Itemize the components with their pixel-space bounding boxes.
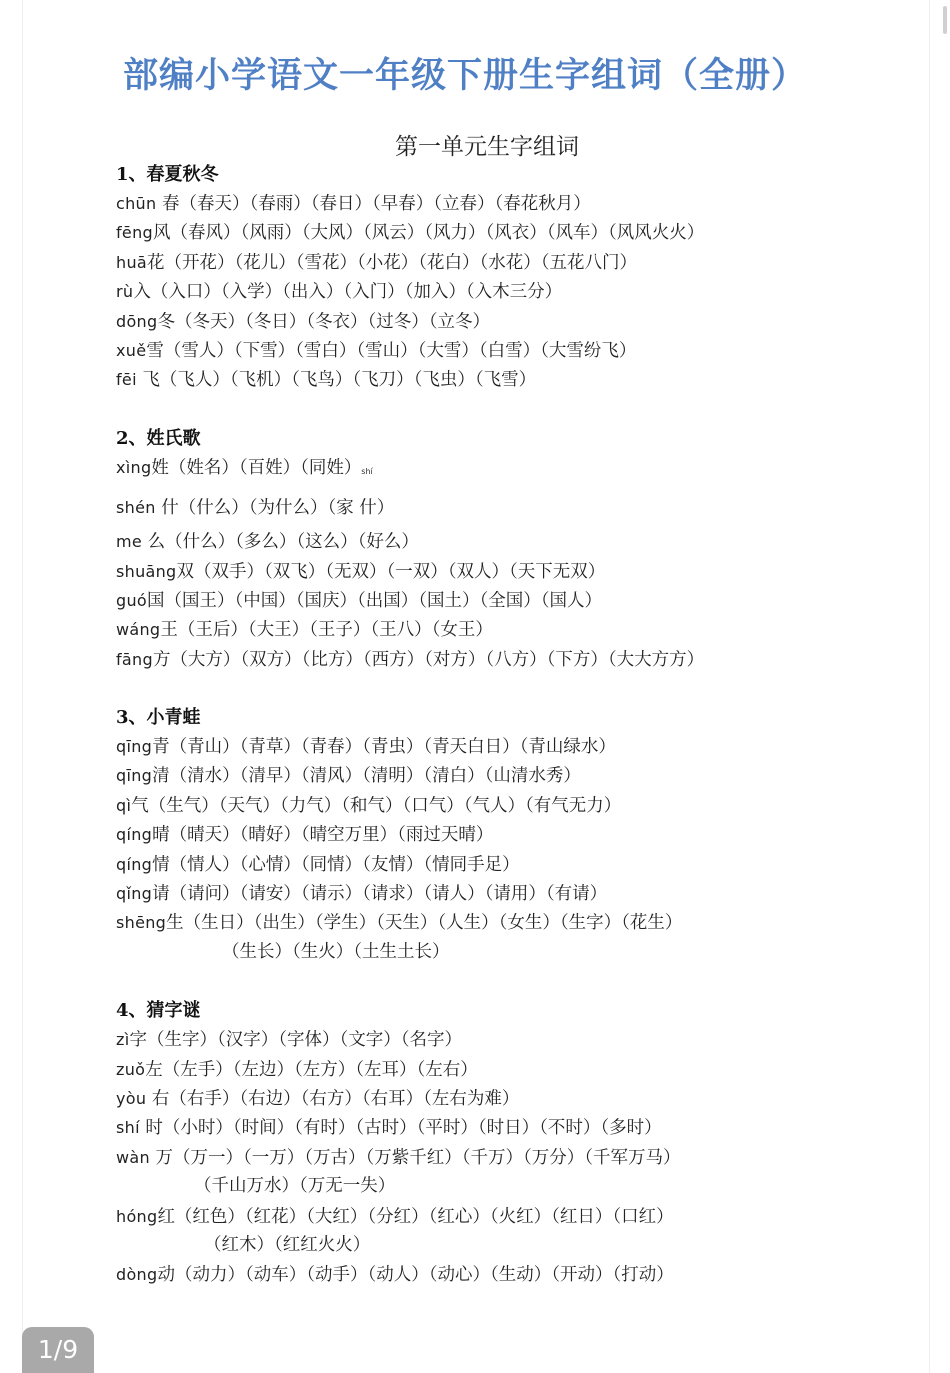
word-list: 么（什么）（多么）（这么）（好么）: [142, 532, 419, 553]
word-list: 动（动力）（动车）（动手）（动人）（动心）（生动）（开动）（打动）: [157, 1265, 674, 1286]
lesson-list: [116, 160, 906, 1290]
lesson-title: 3、小青蛙: [116, 707, 201, 729]
pinyin: qīng: [116, 766, 153, 786]
pinyin: fēi: [116, 370, 137, 390]
word-list: 什（什么）（为什么）（家: [155, 498, 360, 519]
word-list: （红木）（红红火火）: [204, 1234, 371, 1255]
word-list: 冬（冬天）（冬日）（冬衣）（过冬）（立冬）: [157, 311, 490, 332]
word-list: 晴（晴天）（晴好）（晴空万里）（雨过天晴）: [152, 825, 494, 846]
pinyin: shén: [116, 498, 156, 518]
word-list: 入（入口）（入学）（出入）（入门）（加入）（入木三分）: [133, 282, 563, 303]
pinyin: qíng: [116, 825, 153, 845]
word-list: 时（小时）（时间）（有时）（古时）（平时）（时日）（不时）（多时）: [139, 1118, 662, 1139]
pinyin: dōng: [116, 311, 158, 331]
word-row: [116, 761, 906, 790]
pinyin: guó: [116, 590, 147, 610]
pinyin: yòu: [116, 1088, 147, 1108]
word-row: [116, 820, 906, 849]
word-list: 国（国王）（中国）（国庆）（出国）（国土）（全国）（国人）: [147, 590, 602, 611]
word-list: 清（清水）（清早）（清风）（清明）（清白）（山清水秀）: [152, 766, 581, 787]
word-list: 姓（姓名）（百姓）（同姓）: [151, 457, 362, 478]
word-row: [116, 1260, 906, 1289]
pinyin: hóng: [116, 1206, 158, 1226]
word-row: [116, 365, 906, 394]
word-row-continued: [116, 938, 906, 967]
word-row: [116, 336, 906, 365]
word-row: [116, 791, 906, 820]
word-row: [116, 527, 906, 556]
pinyin: wàn: [116, 1147, 150, 1167]
word-row: [116, 908, 906, 937]
word-list: 雪（雪人）（下雪）（雪白）（雪山）（大雪）（白雪）（大雪纷飞）: [146, 340, 637, 361]
word-row: [116, 1084, 906, 1113]
pinyin: rù: [116, 282, 134, 302]
lesson-title: 2、姓氏歌: [116, 427, 201, 449]
ruby-annotation: [359, 467, 377, 534]
ruby-pinyin: shí: [361, 467, 373, 477]
word-list: 春（春天）（春雨）（春日）（早春）（立春）（春花秋月）: [156, 194, 591, 214]
lesson-title: 1、春夏秋冬: [116, 164, 219, 185]
pinyin: dòng: [116, 1265, 158, 1285]
word-row: [116, 1143, 906, 1172]
ruby-base: 什: [359, 498, 377, 519]
word-row: [116, 732, 906, 761]
word-list: 青（青山）（青草）（青春）（青虫）（青天白日）（青山绿水）: [152, 737, 616, 758]
pinyin: qǐng: [116, 884, 153, 904]
lesson-title: 4、猜字谜: [116, 1000, 201, 1022]
word-row: [116, 1113, 906, 1142]
word-list: 万（万一）（一万）（万古）（万紫千红）（千万）（万分）（千军万马）: [149, 1147, 681, 1168]
word-row: [116, 879, 906, 908]
pinyin: qīng: [116, 737, 153, 757]
word-list: 右（右手）（右边）（右方）（右耳）（左右为难）: [146, 1088, 520, 1109]
word-row: [116, 850, 906, 879]
word-list: 气（生气）（天气）（力气）（和气）（口气）（气人）（有气无力）: [131, 795, 622, 816]
pinyin: huā: [116, 252, 147, 272]
word-row-continued: [116, 1172, 906, 1201]
unit-title: 第一单元生字组词: [395, 134, 579, 160]
pinyin: zuǒ: [116, 1059, 146, 1079]
word-list: 王（王后）（大王）（王子）（王八）（女王）: [160, 620, 493, 641]
word-list: 红（红色）（红花）（大红）（分红）（红心）（火红）（红日）（口红）: [157, 1206, 674, 1227]
word-list: 字（生字）（汉字）（字体）（文字）（名字）: [129, 1030, 462, 1051]
pinyin: fēng: [116, 223, 153, 243]
word-row: [116, 615, 906, 644]
lesson-4: [116, 996, 906, 1290]
word-list: 方（大方）（双方）（比方）（西方）（对方）（八方）（下方）（大大方方）: [152, 649, 705, 670]
word-row: [116, 557, 906, 586]
word-row: [116, 189, 906, 218]
word-row-continued: [116, 1231, 906, 1260]
lesson-3: [116, 703, 906, 967]
word-row: [116, 586, 906, 615]
word-row: [116, 453, 906, 482]
word-row: [116, 1202, 906, 1231]
word-list: 双（双手）（双飞）（无双）（一双）（双人）（天下无双）: [176, 561, 606, 582]
word-list: 花（开花）（花儿）（雪花）（小花）（花白）（水花）（五花八门）: [147, 252, 637, 273]
pinyin: xuě: [116, 340, 147, 360]
word-row: [116, 645, 906, 674]
word-list-tail: ）: [376, 498, 395, 519]
word-row: [116, 1055, 906, 1084]
pinyin: wáng: [116, 620, 161, 640]
scrollbar[interactable]: [943, 6, 947, 34]
pinyin: me: [116, 532, 143, 552]
word-list: 飞（飞人）（飞机）（飞鸟）（飞刀）（飞虫）（飞雪）: [136, 370, 537, 391]
pinyin: chūn: [116, 194, 157, 213]
word-list: 请（请问）（请安）（请示）（请求）（请人）（请用）（有请）: [152, 884, 608, 905]
pinyin: zì: [116, 1030, 130, 1050]
page-title: 部编小学语文一年级下册生字组词（全册）: [122, 56, 807, 96]
word-list: 生（生日）（出生）（学生）（天生）（人生）（女生）（生字）（花生）: [166, 913, 683, 934]
word-row: [116, 1025, 906, 1054]
word-row: [116, 277, 906, 306]
pinyin: shí: [116, 1118, 140, 1138]
pinyin: qì: [116, 795, 132, 815]
word-list: （生长）（生火）（土生土长）: [222, 941, 450, 962]
word-row: [116, 248, 906, 277]
pinyin: qíng: [116, 854, 153, 874]
word-row: [116, 218, 906, 247]
lesson-2: [116, 424, 906, 674]
word-list: 左（左手）（左边）（左方）（左耳）（左右）: [145, 1059, 478, 1080]
pinyin: shuāng: [116, 561, 177, 581]
word-row: [116, 307, 906, 336]
word-list: 情（情人）（心情）（同情）（友情）（情同手足）: [152, 854, 520, 875]
pinyin: xìng: [116, 457, 152, 477]
word-list: 风（春风）（风雨）（大风）（风云）（风力）（风衣）（风车）（风风火火）: [152, 223, 705, 244]
page-indicator: 1/9: [22, 1327, 94, 1373]
pinyin: shēng: [116, 913, 167, 933]
lesson-1: [116, 160, 906, 395]
word-list: （千山万水）（万无一失）: [194, 1176, 396, 1197]
pinyin: fāng: [116, 649, 153, 669]
